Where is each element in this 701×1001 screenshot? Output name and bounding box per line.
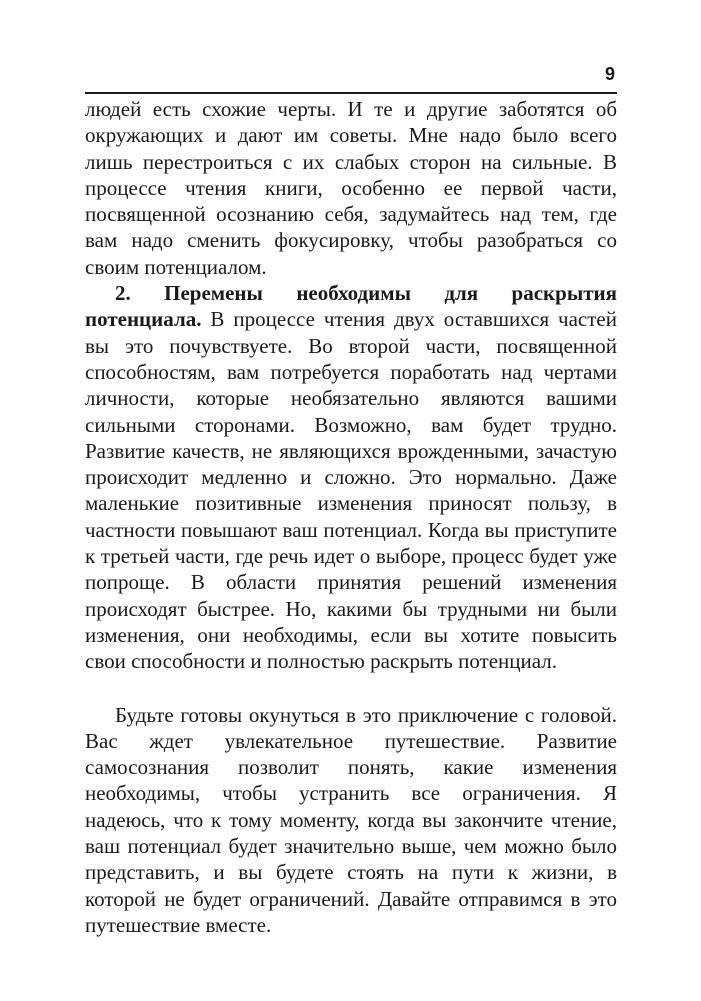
paragraph-continuation: людей есть схожие черты. И те и другие заботятся об окружающих и дают им советы. Мне надо было всего лишь перестроиться с их слабых сторон на сильные. В процессе чтения книги, особенно ее первой части, посвященной осознанию себя, задумайтесь над тем, где вам надо сменить фокусировку, чтобы разобраться со своим потенциалом.	[85, 97, 617, 279]
paragraph-body: В процессе чтения двух оставшихся частей вы это почувствуете. Во второй части, посвященной способностям, вам потребуется поработать над чертами личности, которые необязательно являются вашими сильными сторонами. Возможно, вам будет трудно. Развитие качеств, не являющихся врожденными, зачастую происходит медленно и сложно. Это нормально. Даже маленькие позитивные изменения приносят пользу, в частности повышают ваш потенциал. Когда вы приступите к третьей части, где речь идет о выборе, процесс будет уже попроще. В области принятия решений изменения происходят быстрее. Но, какими бы трудными ни были изменения, они необходимы, если вы хотите повысить свои способности и полностью раскрыть потенциал.	[85, 307, 617, 674]
paragraph-numbered-point	[85, 280, 617, 674]
page-header	[85, 60, 617, 94]
paragraph-lead-heading: 2. Перемены необходимы для раскрытия потенциала.	[85, 281, 617, 332]
page-content	[85, 96, 617, 938]
paragraph-closing: Будьте готовы окунуться в это приключение с головой. Вас ждет увлекательное путешествие. Развитие самосознания позволит понять, какие изменения необходимы, чтобы устранить все ограничения. Я надеюсь, что к тому моменту, когда вы закончите чтение, ваш потенциал будет значительно выше, чем можно было представить, и вы будете стоять на пути к жизни, в которой не будет ограничений. Давайте отправимся в это путешествие вместе.	[85, 702, 617, 937]
page-number: 9	[604, 64, 615, 84]
